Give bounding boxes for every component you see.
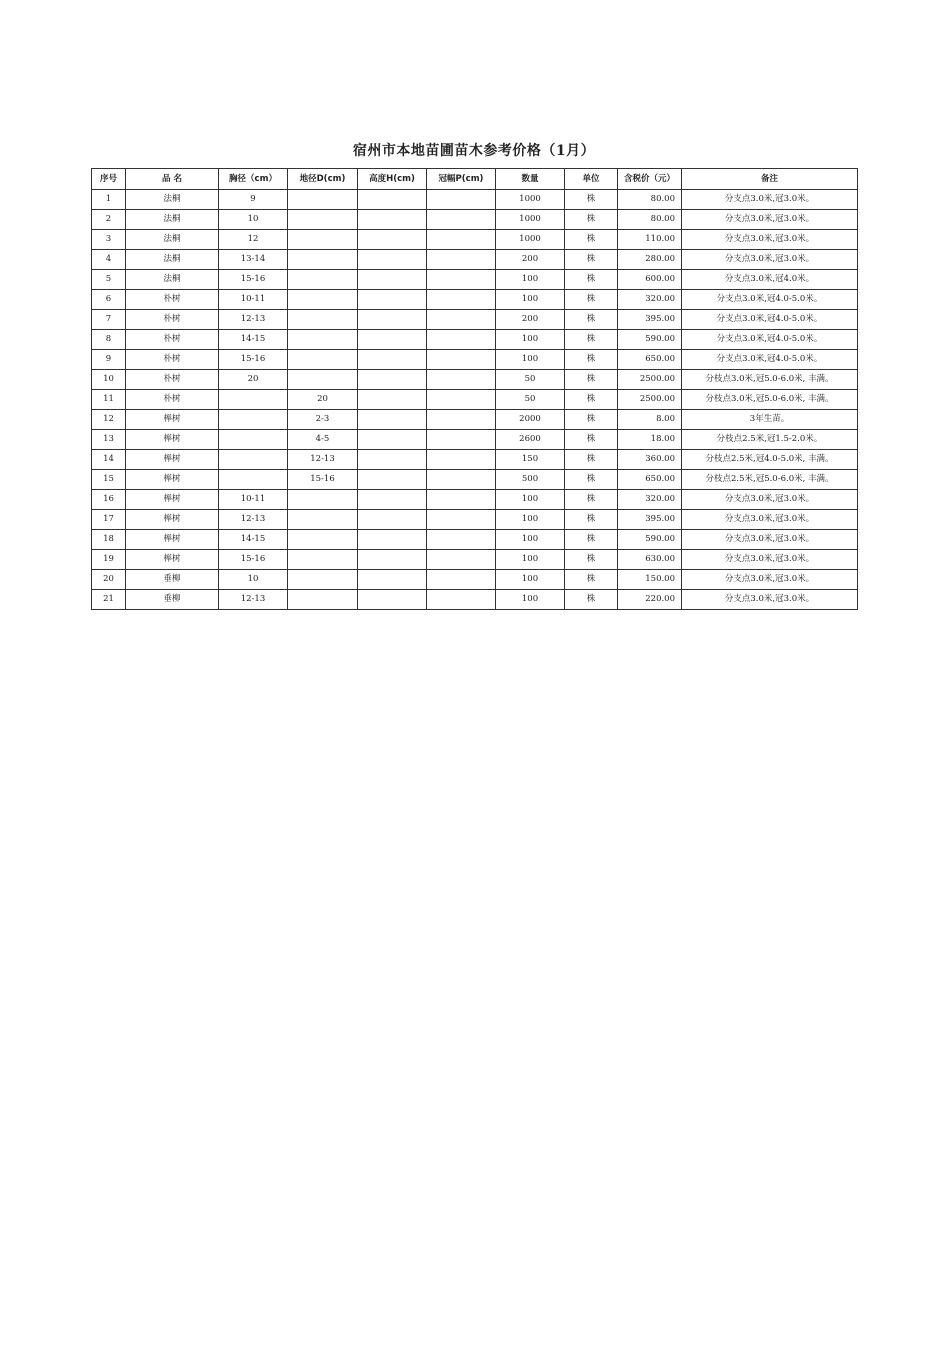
cell-crown <box>427 190 496 210</box>
table-row <box>92 510 858 530</box>
cell-price: 590.00 <box>618 530 682 550</box>
cell-price: 650.00 <box>618 350 682 370</box>
cell-name: 法桐 <box>126 250 219 270</box>
table-row <box>92 250 858 270</box>
table-row <box>92 310 858 330</box>
cell-crown <box>427 290 496 310</box>
table-header-row <box>92 169 858 190</box>
cell-dbh: 12-13 <box>219 510 288 530</box>
cell-price: 600.00 <box>618 270 682 290</box>
table-row <box>92 470 858 490</box>
cell-crown <box>427 570 496 590</box>
cell-note: 分支点3.0米,冠3.0米。 <box>682 510 858 530</box>
cell-ground-diameter <box>288 510 358 530</box>
cell-unit: 株 <box>565 370 618 390</box>
cell-crown <box>427 250 496 270</box>
cell-unit: 株 <box>565 350 618 370</box>
cell-note: 分枝点3.0米,冠5.0-6.0米, 丰满。 <box>682 370 858 390</box>
cell-ground-diameter <box>288 210 358 230</box>
cell-crown <box>427 310 496 330</box>
cell-crown <box>427 370 496 390</box>
cell-no: 15 <box>92 470 126 490</box>
cell-height <box>358 490 427 510</box>
cell-ground-diameter <box>288 250 358 270</box>
cell-note: 分枝点3.0米,冠5.0-6.0米, 丰满。 <box>682 390 858 410</box>
cell-price: 395.00 <box>618 510 682 530</box>
cell-ground-diameter <box>288 190 358 210</box>
table-row <box>92 450 858 470</box>
cell-ground-diameter <box>288 350 358 370</box>
table-row <box>92 410 858 430</box>
table-row <box>92 290 858 310</box>
cell-dbh: 14-15 <box>219 530 288 550</box>
cell-crown <box>427 510 496 530</box>
cell-unit: 株 <box>565 310 618 330</box>
col-header-note: 备注 <box>682 169 858 190</box>
cell-note: 分支点3.0米,冠4.0-5.0米。 <box>682 330 858 350</box>
cell-name: 朴树 <box>126 290 219 310</box>
cell-crown <box>427 450 496 470</box>
cell-crown <box>427 530 496 550</box>
cell-name: 榉树 <box>126 470 219 490</box>
cell-note: 分支点3.0米,冠3.0米。 <box>682 210 858 230</box>
cell-note: 分枝点2.5米,冠5.0-6.0米, 丰满。 <box>682 470 858 490</box>
cell-dbh: 15-16 <box>219 350 288 370</box>
cell-quantity: 100 <box>496 590 565 610</box>
cell-no: 17 <box>92 510 126 530</box>
cell-height <box>358 570 427 590</box>
cell-quantity: 100 <box>496 570 565 590</box>
cell-no: 20 <box>92 570 126 590</box>
cell-height <box>358 590 427 610</box>
cell-crown <box>427 550 496 570</box>
cell-price: 395.00 <box>618 310 682 330</box>
cell-dbh: 10-11 <box>219 290 288 310</box>
cell-ground-diameter <box>288 330 358 350</box>
cell-no: 4 <box>92 250 126 270</box>
cell-dbh <box>219 470 288 490</box>
cell-name: 朴树 <box>126 390 219 410</box>
table-row <box>92 210 858 230</box>
cell-name: 法桐 <box>126 190 219 210</box>
cell-crown <box>427 490 496 510</box>
cell-no: 7 <box>92 310 126 330</box>
table-body <box>92 190 858 610</box>
cell-name: 法桐 <box>126 270 219 290</box>
cell-quantity: 100 <box>496 490 565 510</box>
cell-price: 8.00 <box>618 410 682 430</box>
cell-note: 3年生苗。 <box>682 410 858 430</box>
cell-height <box>358 290 427 310</box>
cell-no: 6 <box>92 290 126 310</box>
cell-no: 21 <box>92 590 126 610</box>
table-row <box>92 330 858 350</box>
cell-ground-diameter: 12-13 <box>288 450 358 470</box>
cell-dbh: 12-13 <box>219 310 288 330</box>
cell-no: 18 <box>92 530 126 550</box>
cell-quantity: 100 <box>496 530 565 550</box>
cell-price: 320.00 <box>618 490 682 510</box>
cell-price: 590.00 <box>618 330 682 350</box>
cell-note: 分支点3.0米,冠4.0米。 <box>682 270 858 290</box>
cell-quantity: 100 <box>496 330 565 350</box>
cell-height <box>358 210 427 230</box>
table-row <box>92 230 858 250</box>
table-row <box>92 370 858 390</box>
cell-quantity: 2000 <box>496 410 565 430</box>
cell-height <box>358 370 427 390</box>
table-row <box>92 270 858 290</box>
cell-note: 分支点3.0米,冠3.0米。 <box>682 250 858 270</box>
cell-ground-diameter <box>288 270 358 290</box>
cell-unit: 株 <box>565 190 618 210</box>
cell-ground-diameter <box>288 550 358 570</box>
cell-ground-diameter <box>288 490 358 510</box>
cell-name: 法桐 <box>126 230 219 250</box>
cell-unit: 株 <box>565 590 618 610</box>
cell-unit: 株 <box>565 390 618 410</box>
cell-dbh: 13-14 <box>219 250 288 270</box>
cell-height <box>358 450 427 470</box>
col-header-dbh: 胸径（cm） <box>219 169 288 190</box>
cell-quantity: 50 <box>496 390 565 410</box>
cell-crown <box>427 210 496 230</box>
cell-dbh: 12-13 <box>219 590 288 610</box>
cell-quantity: 100 <box>496 350 565 370</box>
cell-quantity: 100 <box>496 550 565 570</box>
cell-note: 分枝点2.5米,冠4.0-5.0米, 丰满。 <box>682 450 858 470</box>
cell-no: 8 <box>92 330 126 350</box>
cell-height <box>358 310 427 330</box>
cell-dbh <box>219 390 288 410</box>
cell-price: 360.00 <box>618 450 682 470</box>
cell-no: 1 <box>92 190 126 210</box>
cell-dbh: 15-16 <box>219 270 288 290</box>
cell-height <box>358 390 427 410</box>
cell-price: 18.00 <box>618 430 682 450</box>
cell-height <box>358 550 427 570</box>
table-row <box>92 190 858 210</box>
col-header-height: 高度H(cm) <box>358 169 427 190</box>
cell-name: 榉树 <box>126 510 219 530</box>
cell-unit: 株 <box>565 510 618 530</box>
cell-ground-diameter <box>288 530 358 550</box>
table-row <box>92 350 858 370</box>
cell-ground-diameter <box>288 370 358 390</box>
col-header-quantity: 数量 <box>496 169 565 190</box>
cell-note: 分支点3.0米,冠4.0-5.0米。 <box>682 350 858 370</box>
cell-dbh <box>219 410 288 430</box>
cell-unit: 株 <box>565 210 618 230</box>
cell-crown <box>427 390 496 410</box>
cell-price: 630.00 <box>618 550 682 570</box>
cell-note: 分支点3.0米,冠3.0米。 <box>682 490 858 510</box>
table-row <box>92 390 858 410</box>
cell-quantity: 100 <box>496 510 565 530</box>
cell-crown <box>427 270 496 290</box>
cell-height <box>358 470 427 490</box>
cell-name: 垂柳 <box>126 570 219 590</box>
cell-height <box>358 530 427 550</box>
cell-note: 分支点3.0米,冠3.0米。 <box>682 570 858 590</box>
cell-note: 分支点3.0米,冠3.0米。 <box>682 590 858 610</box>
table-row <box>92 570 858 590</box>
cell-dbh: 15-16 <box>219 550 288 570</box>
cell-ground-diameter <box>288 570 358 590</box>
cell-dbh: 12 <box>219 230 288 250</box>
cell-no: 19 <box>92 550 126 570</box>
cell-height <box>358 510 427 530</box>
cell-name: 榉树 <box>126 450 219 470</box>
cell-no: 11 <box>92 390 126 410</box>
cell-unit: 株 <box>565 470 618 490</box>
cell-name: 榉树 <box>126 530 219 550</box>
cell-ground-diameter <box>288 310 358 330</box>
cell-price: 80.00 <box>618 210 682 230</box>
cell-height <box>358 430 427 450</box>
cell-height <box>358 270 427 290</box>
table-row <box>92 590 858 610</box>
cell-dbh <box>219 430 288 450</box>
cell-unit: 株 <box>565 330 618 350</box>
cell-unit: 株 <box>565 290 618 310</box>
cell-unit: 株 <box>565 430 618 450</box>
cell-unit: 株 <box>565 570 618 590</box>
cell-height <box>358 350 427 370</box>
cell-dbh: 10-11 <box>219 490 288 510</box>
cell-no: 14 <box>92 450 126 470</box>
cell-ground-diameter <box>288 290 358 310</box>
cell-dbh <box>219 450 288 470</box>
cell-name: 朴树 <box>126 370 219 390</box>
cell-note: 分支点3.0米,冠4.0-5.0米。 <box>682 290 858 310</box>
cell-unit: 株 <box>565 250 618 270</box>
cell-unit: 株 <box>565 270 618 290</box>
cell-ground-diameter <box>288 230 358 250</box>
cell-note: 分支点3.0米,冠4.0-5.0米。 <box>682 310 858 330</box>
cell-unit: 株 <box>565 490 618 510</box>
cell-unit: 株 <box>565 550 618 570</box>
cell-ground-diameter: 4-5 <box>288 430 358 450</box>
cell-quantity: 50 <box>496 370 565 390</box>
cell-price: 2500.00 <box>618 390 682 410</box>
cell-crown <box>427 410 496 430</box>
cell-price: 110.00 <box>618 230 682 250</box>
cell-unit: 株 <box>565 450 618 470</box>
cell-dbh: 9 <box>219 190 288 210</box>
cell-unit: 株 <box>565 410 618 430</box>
cell-crown <box>427 430 496 450</box>
cell-quantity: 150 <box>496 450 565 470</box>
cell-note: 分支点3.0米,冠3.0米。 <box>682 230 858 250</box>
cell-ground-diameter: 15-16 <box>288 470 358 490</box>
cell-height <box>358 250 427 270</box>
cell-price: 650.00 <box>618 470 682 490</box>
cell-no: 12 <box>92 410 126 430</box>
cell-note: 分支点3.0米,冠3.0米。 <box>682 550 858 570</box>
cell-note: 分枝点2.5米,冠1.5-2.0米。 <box>682 430 858 450</box>
cell-dbh: 10 <box>219 210 288 230</box>
cell-name: 朴树 <box>126 310 219 330</box>
price-table <box>91 168 858 610</box>
cell-crown <box>427 590 496 610</box>
cell-quantity: 1000 <box>496 210 565 230</box>
cell-crown <box>427 350 496 370</box>
cell-no: 9 <box>92 350 126 370</box>
cell-quantity: 1000 <box>496 190 565 210</box>
col-header-crown: 冠幅P(cm) <box>427 169 496 190</box>
col-header-name: 品 名 <box>126 169 219 190</box>
col-header-unit: 单位 <box>565 169 618 190</box>
cell-note: 分支点3.0米,冠3.0米。 <box>682 190 858 210</box>
cell-name: 朴树 <box>126 350 219 370</box>
cell-quantity: 1000 <box>496 230 565 250</box>
cell-name: 榉树 <box>126 490 219 510</box>
document-title: 宿州市本地苗圃苗木参考价格（1月） <box>352 143 596 159</box>
cell-quantity: 200 <box>496 250 565 270</box>
cell-price: 150.00 <box>618 570 682 590</box>
cell-height <box>358 190 427 210</box>
cell-dbh: 14-15 <box>219 330 288 350</box>
col-header-price: 含税价（元） <box>618 169 682 190</box>
cell-no: 16 <box>92 490 126 510</box>
cell-name: 榉树 <box>126 430 219 450</box>
cell-quantity: 500 <box>496 470 565 490</box>
cell-no: 13 <box>92 430 126 450</box>
cell-no: 10 <box>92 370 126 390</box>
table-row <box>92 430 858 450</box>
cell-quantity: 200 <box>496 310 565 330</box>
cell-unit: 株 <box>565 530 618 550</box>
cell-price: 2500.00 <box>618 370 682 390</box>
cell-dbh: 20 <box>219 370 288 390</box>
cell-name: 朴树 <box>126 330 219 350</box>
cell-no: 5 <box>92 270 126 290</box>
table-row <box>92 550 858 570</box>
cell-name: 法桐 <box>126 210 219 230</box>
cell-height <box>358 410 427 430</box>
cell-ground-diameter: 2-3 <box>288 410 358 430</box>
col-header-ground-diameter: 地径D(cm) <box>288 169 358 190</box>
cell-price: 280.00 <box>618 250 682 270</box>
cell-ground-diameter <box>288 590 358 610</box>
cell-unit: 株 <box>565 230 618 250</box>
cell-name: 垂柳 <box>126 590 219 610</box>
cell-quantity: 100 <box>496 290 565 310</box>
cell-height <box>358 330 427 350</box>
col-header-no: 序号 <box>92 169 126 190</box>
cell-crown <box>427 470 496 490</box>
cell-quantity: 2600 <box>496 430 565 450</box>
cell-name: 榉树 <box>126 550 219 570</box>
cell-price: 80.00 <box>618 190 682 210</box>
cell-height <box>358 230 427 250</box>
cell-crown <box>427 230 496 250</box>
cell-ground-diameter: 20 <box>288 390 358 410</box>
cell-quantity: 100 <box>496 270 565 290</box>
cell-dbh: 10 <box>219 570 288 590</box>
cell-price: 220.00 <box>618 590 682 610</box>
cell-no: 2 <box>92 210 126 230</box>
cell-crown <box>427 330 496 350</box>
cell-no: 3 <box>92 230 126 250</box>
cell-name: 榉树 <box>126 410 219 430</box>
cell-price: 320.00 <box>618 290 682 310</box>
table-row <box>92 530 858 550</box>
table-row <box>92 490 858 510</box>
cell-note: 分支点3.0米,冠3.0米。 <box>682 530 858 550</box>
